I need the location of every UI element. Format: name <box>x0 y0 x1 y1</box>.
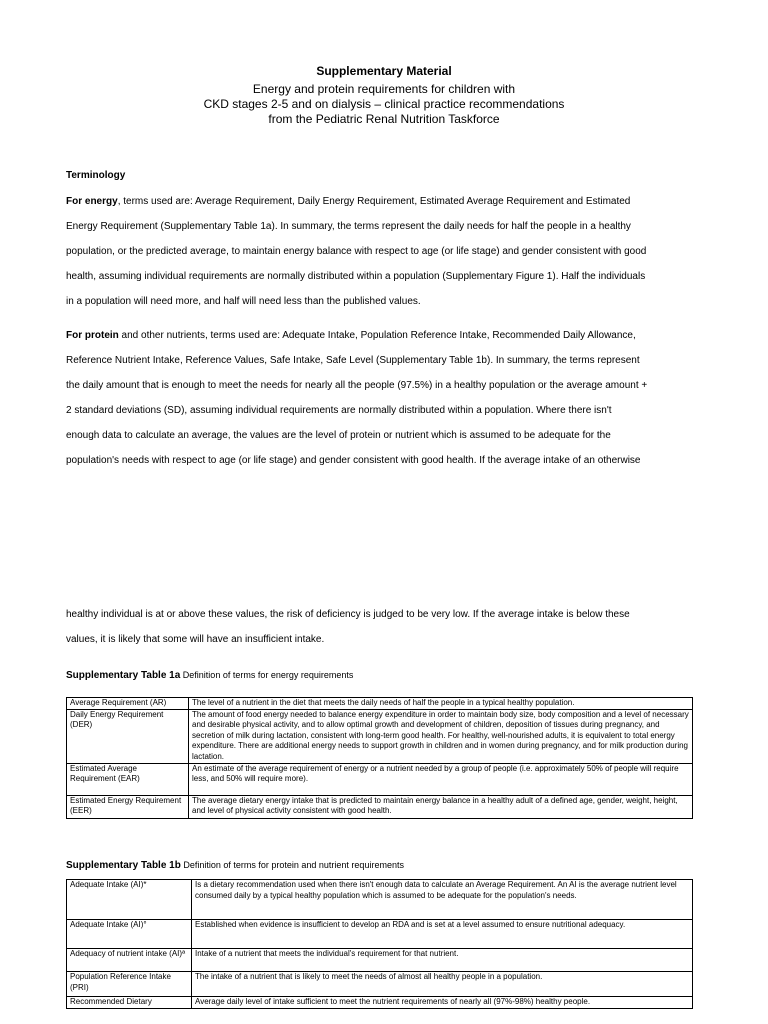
paragraph-line: values, it is likely that some will have an insufficient intake. <box>66 634 325 645</box>
subtitle-line: from the Pediatric Renal Nutrition Taskforce <box>268 112 500 126</box>
protein-text: and other nutrients, terms used are: Adequate Intake, Population Reference Intake, Recommended Daily Allowance, <box>118 330 636 341</box>
table-caption-text: Definition of terms for protein and nutrient requirements <box>180 860 404 870</box>
definition-cell: The intake of a nutrient that is likely to meet the needs of almost all healthy people in a population. <box>192 972 693 997</box>
table-caption-text: Definition of terms for energy requirements <box>180 670 354 680</box>
term-cell: Population Reference Intake (PRI) <box>67 972 192 997</box>
protein-lead: For protein <box>66 330 119 341</box>
paragraph-line: enough data to calculate an average, the values are the level of protein or nutrient which is assumed to be adequate for the <box>66 430 611 441</box>
definitions-table-energy <box>66 697 693 819</box>
term-cell: Recommended Dietary <box>67 997 192 1009</box>
paragraph-line <box>66 196 630 207</box>
paragraph-line: Energy Requirement (Supplementary Table 1a). In summary, the terms represent the daily needs for half the people in a healthy <box>66 221 631 232</box>
term-cell: Estimated Average Requirement (EAR) <box>67 763 189 795</box>
section-heading: Terminology <box>66 170 126 181</box>
energy-text: , terms used are: Average Requirement, Daily Energy Requirement, Estimated Average Requirement and Estimated <box>117 196 631 207</box>
paragraph-line: health, assuming individual requirements are normally distributed within a population (Supplementary Figure 1). Half the individuals <box>66 271 646 282</box>
table-row <box>67 698 693 710</box>
table-caption <box>66 860 404 871</box>
subtitle-line: CKD stages 2-5 and on dialysis – clinical practice recommendations <box>203 97 565 111</box>
document-title: Supplementary Material <box>316 64 452 78</box>
definition-cell: Intake of a nutrient that meets the individual's requirement for that nutrient. <box>192 949 693 972</box>
paragraph-line: the daily amount that is enough to meet the needs for nearly all the people (97.5%) in a healthy population or the average amount + <box>66 380 648 391</box>
definition-cell: The amount of food energy needed to balance energy expenditure in order to maintain body size, body composition and a level of necessary and desirable physical activity, and to allow optimal growth and development of children, deposition of tissues during pregnancy, and secretion of milk during lactation, consistent with long-term good health. For healthy, well-nourished adults, it is equivalent to total energy expenditure. There are additional energy needs to support growth in children and in women during pregnancy, and for milk production during lactation. <box>189 709 693 763</box>
term-cell: Adequate Intake (AI)* <box>67 880 192 920</box>
paragraph-line: healthy individual is at or above these values, the risk of deficiency is judged to be very low. If the average intake is below these <box>66 609 630 620</box>
paragraph-line: population, or the predicted average, to maintain energy balance with respect to age (or life stage) and gender consistent with good <box>66 246 647 257</box>
table-row <box>67 949 693 972</box>
table-caption <box>66 670 353 681</box>
term-cell: Adequate Intake (AI)° <box>67 920 192 949</box>
definition-cell: The average dietary energy intake that is predicted to maintain energy balance in a healthy adult of a defined age, gender, weight, height, and level of physical activity consistent with good health. <box>189 795 693 818</box>
paragraph-line: 2 standard deviations (SD), assuming individual requirements are normally distributed within a population. Where there isn't <box>66 405 612 416</box>
table-row <box>67 880 693 920</box>
energy-lead: For energy <box>66 196 118 207</box>
table-caption-label: Supplementary Table 1a <box>66 670 181 681</box>
term-cell: Average Requirement (AR) <box>67 698 189 710</box>
definition-cell: The level of a nutrient in the diet that meets the daily needs of half the people in a typical healthy population. <box>189 698 693 710</box>
definitions-table-protein <box>66 879 693 1009</box>
table-row <box>67 709 693 763</box>
table-row <box>67 795 693 818</box>
paragraph-line: Reference Nutrient Intake, Reference Values, Safe Intake, Safe Level (Supplementary Table 1b). In summary, the terms represent <box>66 355 640 366</box>
definition-cell: Established when evidence is insufficient to develop an RDA and is set at a level assumed to ensure nutritional adequacy. <box>192 920 693 949</box>
paragraph-line <box>66 330 636 341</box>
term-cell: Estimated Energy Requirement (EER) <box>67 795 189 818</box>
table-row <box>67 997 693 1009</box>
subtitle-line: Energy and protein requirements for children with <box>252 82 516 96</box>
table-caption-label: Supplementary Table 1b <box>66 860 181 871</box>
definition-cell: An estimate of the average requirement of energy or a nutrient needed by a group of people (i.e. approximately 50% of people will require less, and 50% will require more). <box>189 763 693 795</box>
paragraph-line: in a population will need more, and half will need less than the published values. <box>66 296 421 307</box>
paragraph-line: population's needs with respect to age (or life stage) and gender consistent with good health. If the average intake of an otherwise <box>66 455 641 466</box>
table-row <box>67 972 693 997</box>
definition-cell: Average daily level of intake sufficient to meet the nutrient requirements of nearly all (97%-98%) healthy people. <box>192 997 693 1009</box>
term-cell: Adequacy of nutrient intake (AI)ª <box>67 949 192 972</box>
definition-cell: Is a dietary recommendation used when there isn't enough data to calculate an Average Requirement. An AI is the average nutrient level consumed daily by a typical healthy population which is assumed to be adequate for the population's needs. <box>192 880 693 920</box>
table-row <box>67 763 693 795</box>
term-cell: Daily Energy Requirement (DER) <box>67 709 189 763</box>
table-row <box>67 920 693 949</box>
